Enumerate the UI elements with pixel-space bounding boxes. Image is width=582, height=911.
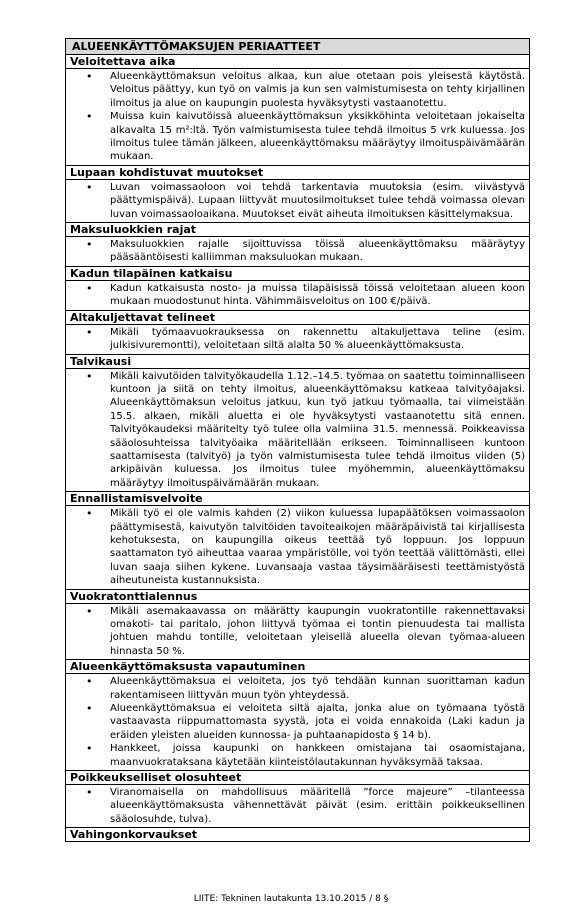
section-body xyxy=(65,785,530,828)
bullet-list xyxy=(66,181,529,221)
section-body xyxy=(65,674,530,771)
list-item: • Alueenkäyttömaksua ei veloiteta siltä ajalta, jonka alue on työmaana työstä vastaavasta riippumattomasta syystä, jota ei voida ennakoida (Laki kadun ja eräiden yleisten alueiden kunnossa- ja puhtaanapidosta § 14 b). xyxy=(66,702,529,742)
section-heading: Altakuljettavat telineet xyxy=(65,311,530,325)
document-title: ALUEENKÄYTTÖMAKSUJEN PERIAATTEET xyxy=(65,38,530,55)
list-item: • Hankkeet, joissa kaupunki on hankkeen omistajana tai osaomistajana, maanvuokrataksana käytetään kiinteistölautakunnan hyväksymää taksaa. xyxy=(66,742,529,769)
list-item: • Viranomaisella on mahdollisuus määritellä ”force majeure” –tilanteessa alueenkäyttömaksusta vähennettävät päivät (esim. erittäin poikkeuksellinen sääolosuhde, tulva). xyxy=(66,786,529,826)
bullet-list xyxy=(66,326,529,353)
list-item: • Kadun katkaisusta nosto- ja muissa tilapäisissä töissä veloitetaan alueen koon mukaan muodostunut hinta. Vähimmäisveloitus on 100 €/päivä. xyxy=(66,282,529,309)
bullet-list xyxy=(66,507,529,587)
section-heading: Talvikausi xyxy=(65,355,530,369)
list-item: • Mikäli työ ei ole valmis kahden (2) viikon kuluessa lupapäätöksen voimassaolon päättymisestä, kaivutyön talvitöiden tavoiteaikojen määräpäivistä tai kirjallisesta kehotuksesta, on kaupungilla oikeus teettää työ loppuun. Jos loppuun saattamaton työ aiheuttaa vaaraa ympäristölle, voi työn teettää välittömästi, ellei luvan saaja siihen kykene. Luvansaaja vastaa täysimääräisesti teettämistyöstä aiheutuneista kustannuksista. xyxy=(66,507,529,587)
section-heading: Veloitettava aika xyxy=(65,55,530,69)
section-heading: Poikkeukselliset olosuhteet xyxy=(65,771,530,785)
list-item: • Luvan voimassaoloon voi tehdä tarkentavia muutoksia (esim. viivästyvä päättymispäivä). Lupaan liittyvät muutosilmoitukset tulee tehdä voimassa olevan luvan voimassaoloaikana. Muutokset eivät aiheuta ilmoituksen käsittelymaksua. xyxy=(66,181,529,221)
list-item: • Maksuluokkien rajalle sijoittuvissa töissä alueenkäyttömaksu määräytyy pääsääntöisesti kalliimman maksuluokan mukaan. xyxy=(66,238,529,265)
section-heading: Maksuluokkien rajat xyxy=(65,223,530,237)
sections-container xyxy=(65,55,530,842)
section-body xyxy=(65,281,530,311)
bullet-list xyxy=(66,70,529,164)
list-item: • Alueenkäyttömaksun veloitus alkaa, kun alue otetaan pois yleisestä käytöstä. Veloitus päättyy, kun työ on valmis ja kun sen valmistumisesta on tehty kirjallinen ilmoitus ja alue on kaupungin puolesta hyväksytysti vastaanotettu. xyxy=(66,70,529,110)
bullet-list xyxy=(66,282,529,309)
section-body xyxy=(65,325,530,355)
bullet-list xyxy=(66,605,529,659)
section-body xyxy=(65,604,530,661)
section-body xyxy=(65,369,530,493)
list-item: • Mikäli kaivutöiden talvityökaudella 1.12.–14.5. työmaa on saatettu toiminnalliseen kuntoon ja siitä on tehty ilmoitus, alueenkäyttömaksu katkeaa talvityöajaksi. Alueenkäyttömaksun veloitus jatkuu, kun työ jatkuu työmaalla, tai viimeistään 15.5. alkaen, mikäli aluetta ei ole hyväksytysti vastaanotettu sitä ennen. Talvityökaudeksi määritelty työ tulee olla valmiina 31.5. mennessä. Poikkeavissa sääolosuhteissa talvityöaika määritellään erikseen. Toiminnalliseen kuntoon saattamisesta (talvityö) ja työn valmistumisesta tulee tehdä ilmoitus viiden (5) arkipäivän kuluessa. Jos ilmoitus tulee myöhemmin, alueenkäyttömaksu määräytyy ilmoituspäivämäärän mukaan. xyxy=(66,370,529,491)
section-heading: Lupaan kohdistuvat muutokset xyxy=(65,166,530,180)
section-heading: Vuokratonttialennus xyxy=(65,590,530,604)
section-body xyxy=(65,237,530,267)
bullet-list xyxy=(66,786,529,826)
section-heading: Ennallistamisvelvoite xyxy=(65,492,530,506)
bullet-list xyxy=(66,370,529,491)
document-table xyxy=(65,38,530,842)
list-item: • Mikäli työmaavuokrauksessa on rakennettu altakuljettava teline (esim. julkisivuremontti), veloitetaan siltä alalta 50 % alueenkäyttömaksusta. xyxy=(66,326,529,353)
bullet-list xyxy=(66,675,529,769)
bullet-list xyxy=(66,238,529,265)
list-item: • Muissa kuin kaivutöissä alueenkäyttömaksun yksikköhinta veloitetaan jokaiselta alkavalta 15 m²:ltä. Työn valmistumisesta tulee tehdä ilmoitus 5 vrk kuluessa. Jos ilmoitus tulee tämän jälkeen, alueenkäyttömaksu määräytyy ilmoituspäivämäärän mukaan. xyxy=(66,110,529,164)
section-heading: Alueenkäyttömaksusta vapautuminen xyxy=(65,660,530,674)
section-heading: Vahingonkorvaukset xyxy=(65,828,530,842)
section-heading: Kadun tilapäinen katkaisu xyxy=(65,267,530,281)
page-footer: LIITE: Tekninen lautakunta 13.10.2015 / 8 § xyxy=(193,894,389,904)
list-item: • Alueenkäyttömaksua ei veloiteta, jos työ tehdään kunnan suorittaman kadun rakentamiseen liittyvän muun työn yhteydessä. xyxy=(66,675,529,702)
list-item: • Mikäli asemakaavassa on määrätty kaupungin vuokratontille rakennettavaksi omakoti- tai paritalo, johon liittyvä työmaa ei tontin pienuudesta tai mallista johtuen mahdu tontille, veloitetaan yleisellä alueella olevan työmaa-alueen hinnasta 50 %. xyxy=(66,605,529,659)
section-body xyxy=(65,506,530,589)
section-body xyxy=(65,69,530,166)
section-body xyxy=(65,180,530,223)
